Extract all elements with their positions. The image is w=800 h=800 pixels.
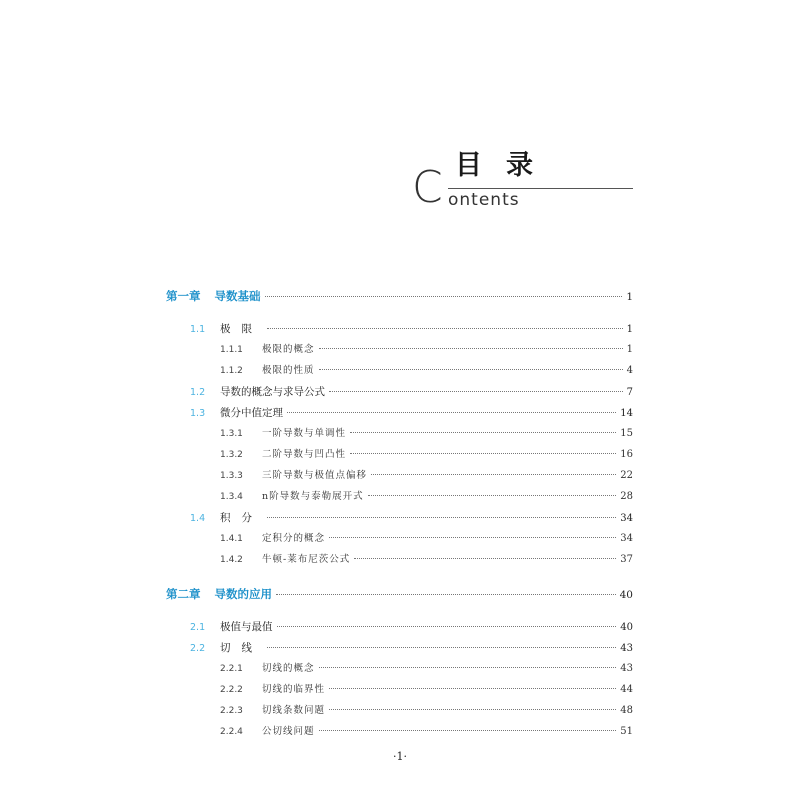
subsection-title: 牛顿-莱布尼茨公式 bbox=[262, 554, 351, 565]
toc-subsection-1-3-1[interactable] bbox=[220, 425, 633, 443]
subsection-title: 切线的临界性 bbox=[262, 684, 326, 695]
toc-section-1-4[interactable] bbox=[190, 509, 633, 527]
chapter-title: 导数的应用 bbox=[214, 587, 272, 601]
toc-subsection-1-3-4[interactable] bbox=[220, 488, 633, 506]
dot-leader bbox=[368, 495, 617, 496]
dot-leader bbox=[350, 432, 616, 433]
section-number: 1.4 bbox=[190, 513, 206, 524]
toc-subsection-2-2-3[interactable] bbox=[220, 702, 633, 720]
page-number: 7 bbox=[626, 387, 633, 398]
page-number: 40 bbox=[620, 622, 633, 633]
subsection-title: 三阶导数与极值点偏移 bbox=[262, 470, 368, 481]
dot-leader bbox=[319, 348, 623, 349]
page-number: 43 bbox=[620, 663, 633, 674]
page-number: 44 bbox=[620, 684, 633, 695]
page-number: 15 bbox=[620, 428, 633, 439]
dot-leader bbox=[329, 391, 623, 392]
dot-leader bbox=[319, 667, 617, 668]
page-number: 48 bbox=[620, 705, 633, 716]
toc-subsection-2-2-1[interactable] bbox=[220, 660, 633, 678]
subsection-number: 1.4.1 bbox=[220, 534, 243, 544]
dot-leader bbox=[277, 626, 617, 627]
subsection-number: 1.3.4 bbox=[220, 492, 243, 502]
dot-leader bbox=[319, 369, 623, 370]
subsection-title: 切线的概念 bbox=[262, 663, 315, 674]
toc-subsection-2-2-2[interactable] bbox=[220, 681, 633, 699]
toc-chapter-1[interactable] bbox=[166, 287, 633, 305]
section-title: 极限 bbox=[220, 323, 263, 335]
contents-initial: C bbox=[412, 162, 443, 213]
subsection-title: 极限的性质 bbox=[262, 365, 315, 376]
section-number: 1.3 bbox=[190, 408, 206, 419]
toc-section-1-3[interactable] bbox=[190, 404, 633, 422]
title-divider bbox=[448, 188, 633, 189]
section-number: 1.2 bbox=[190, 387, 206, 398]
subsection-title: n阶导数与泰勒展开式 bbox=[262, 491, 364, 502]
subsection-title: 极限的概念 bbox=[262, 344, 315, 355]
toc-subsection-1-4-1[interactable] bbox=[220, 530, 633, 548]
section-title: 导数的概念与求导公式 bbox=[220, 386, 325, 398]
page-number: 43 bbox=[620, 643, 633, 654]
page-number: 40 bbox=[619, 589, 633, 601]
subsection-title: 一阶导数与单调性 bbox=[262, 428, 347, 439]
subsection-number: 1.4.2 bbox=[220, 555, 243, 565]
subsection-number: 1.1.2 bbox=[220, 366, 243, 376]
chapter-number: 第二章 bbox=[166, 587, 201, 601]
dot-leader bbox=[371, 474, 616, 475]
section-number: 2.2 bbox=[190, 643, 206, 654]
dot-leader bbox=[329, 688, 616, 689]
chapter-number: 第一章 bbox=[166, 289, 201, 303]
section-title: 切线 bbox=[220, 642, 263, 654]
dot-leader bbox=[267, 328, 623, 329]
toc-subsection-2-2-4[interactable] bbox=[220, 723, 633, 741]
dot-leader bbox=[267, 647, 616, 648]
subsection-title: 二阶导数与凹凸性 bbox=[262, 449, 347, 460]
dot-leader bbox=[329, 709, 616, 710]
section-title: 微分中值定理 bbox=[220, 407, 283, 419]
dot-leader bbox=[329, 537, 616, 538]
page-number: 1 bbox=[626, 291, 633, 303]
page-number: 22 bbox=[620, 470, 633, 481]
toc-chapter-2[interactable] bbox=[166, 585, 633, 603]
dot-leader bbox=[287, 412, 616, 413]
dot-leader bbox=[267, 517, 616, 518]
page-title: 目录 bbox=[455, 150, 557, 181]
toc-subsection-1-3-2[interactable] bbox=[220, 446, 633, 464]
toc-section-1-2[interactable] bbox=[190, 383, 633, 401]
chapter-title: 导数基础 bbox=[214, 289, 261, 303]
dot-leader bbox=[319, 730, 617, 731]
section-number: 2.1 bbox=[190, 622, 206, 633]
page-number: 34 bbox=[620, 513, 633, 524]
page-footer-number: ·1· bbox=[393, 750, 407, 763]
page-number: 1 bbox=[626, 324, 633, 335]
dot-leader bbox=[350, 453, 616, 454]
subsection-number: 2.2.4 bbox=[220, 727, 243, 737]
subsection-title: 切线条数问题 bbox=[262, 705, 326, 716]
subsection-number: 2.2.3 bbox=[220, 706, 243, 716]
page-number: 51 bbox=[620, 726, 633, 737]
subsection-number: 1.3.3 bbox=[220, 471, 243, 481]
page-number: 28 bbox=[620, 491, 633, 502]
page-number: 34 bbox=[620, 533, 633, 544]
subsection-number: 2.2.1 bbox=[220, 664, 243, 674]
page-number: 1 bbox=[626, 344, 633, 355]
page-number: 14 bbox=[620, 408, 633, 419]
section-title: 极值与最值 bbox=[220, 621, 273, 633]
subsection-number: 1.1.1 bbox=[220, 345, 243, 355]
dot-leader bbox=[265, 296, 623, 297]
dot-leader bbox=[354, 558, 616, 559]
page-number: 37 bbox=[620, 554, 633, 565]
subsection-number: 1.3.2 bbox=[220, 450, 243, 460]
subsection-number: 1.3.1 bbox=[220, 429, 243, 439]
subsection-number: 2.2.2 bbox=[220, 685, 243, 695]
toc-subsection-1-3-3[interactable] bbox=[220, 467, 633, 485]
section-number: 1.1 bbox=[190, 324, 206, 335]
toc-subsection-1-1-2[interactable] bbox=[220, 362, 633, 380]
subsection-title: 定积分的概念 bbox=[262, 533, 326, 544]
toc-subsection-1-4-2[interactable] bbox=[220, 551, 633, 569]
section-title: 积分 bbox=[220, 512, 263, 524]
page-number: 4 bbox=[626, 365, 633, 376]
toc-section-2-1[interactable] bbox=[190, 618, 633, 636]
toc-section-1-1[interactable] bbox=[190, 320, 633, 338]
toc-section-2-2[interactable] bbox=[190, 639, 633, 657]
subsection-title: 公切线问题 bbox=[262, 726, 315, 737]
toc-subsection-1-1-1[interactable] bbox=[220, 341, 633, 359]
page-subtitle: ontents bbox=[448, 190, 520, 210]
page-number: 16 bbox=[620, 449, 633, 460]
dot-leader bbox=[276, 594, 616, 595]
